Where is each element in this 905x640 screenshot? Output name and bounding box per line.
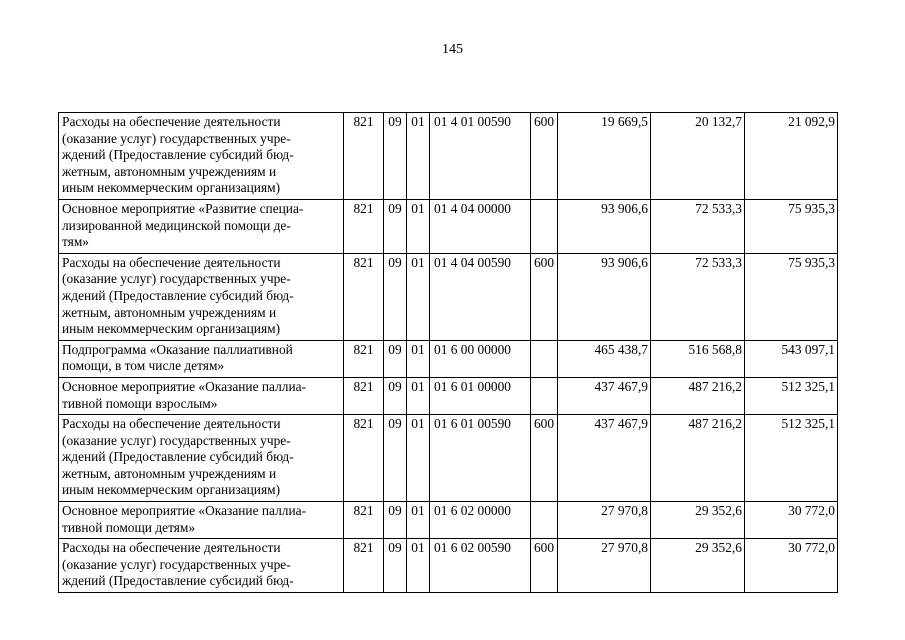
- target-article-cell: 01 6 00 00000: [430, 340, 531, 377]
- table-row: [59, 377, 838, 414]
- item-name-line: (оказание услуг) государственных учре-: [62, 130, 291, 146]
- expense-type-cell: 600: [531, 253, 558, 340]
- amount-year1-cell: 93 906,6: [558, 199, 651, 253]
- item-name-cell: [59, 377, 344, 414]
- target-article-cell: 01 4 01 00590: [430, 113, 531, 200]
- item-name-cell: [59, 415, 344, 502]
- section-cell: 09: [384, 199, 407, 253]
- section-cell: 09: [384, 113, 407, 200]
- item-name-line: Расходы на обеспечение деятельности: [62, 416, 281, 432]
- amount-year1-cell: 27 970,8: [558, 502, 651, 539]
- item-name-cell: [59, 199, 344, 253]
- table-row: [59, 539, 838, 593]
- item-name-line: Основное мероприятие «Оказание паллиа-: [62, 503, 307, 519]
- grbs-cell: 821: [344, 113, 384, 200]
- subsection-cell: 01: [407, 502, 430, 539]
- item-name-line: ждений (Предоставление субсидий бюд-: [62, 573, 294, 589]
- item-name-line: ждений (Предоставление субсидий бюд-: [62, 147, 294, 163]
- item-name-line: (оказание услуг) государственных учре-: [62, 432, 291, 448]
- amount-year1-cell: 93 906,6: [558, 253, 651, 340]
- item-name-line: жетным, автономным учреждениям и: [62, 163, 277, 179]
- section-cell: 09: [384, 539, 407, 593]
- amount-year2-cell: 487 216,2: [651, 377, 745, 414]
- item-name-cell: [59, 113, 344, 200]
- subsection-cell: 01: [407, 377, 430, 414]
- item-name-line: (оказание услуг) государственных учре-: [62, 271, 291, 287]
- item-name-line: тивной помощи взрослым»: [62, 395, 218, 411]
- amount-year3-cell: 512 325,1: [745, 415, 838, 502]
- grbs-cell: 821: [344, 502, 384, 539]
- grbs-cell: 821: [344, 199, 384, 253]
- item-name-cell: [59, 539, 344, 593]
- table-row: [59, 199, 838, 253]
- item-name-line: лизированной медицинской помощи де-: [62, 217, 291, 233]
- subsection-cell: 01: [407, 340, 430, 377]
- table-row: [59, 340, 838, 377]
- item-name-line: Подпрограмма «Оказание паллиативной: [62, 341, 293, 357]
- item-name-line: иным некоммерческим организациям): [62, 482, 281, 498]
- expense-type-cell: [531, 340, 558, 377]
- item-name-line: жетным, автономным учреждениям и: [62, 465, 277, 481]
- amount-year2-cell: 72 533,3: [651, 253, 745, 340]
- expense-type-cell: 600: [531, 415, 558, 502]
- subsection-cell: 01: [407, 253, 430, 340]
- target-article-cell: 01 6 01 00590: [430, 415, 531, 502]
- target-article-cell: 01 6 02 00590: [430, 539, 531, 593]
- grbs-cell: 821: [344, 377, 384, 414]
- amount-year1-cell: 27 970,8: [558, 539, 651, 593]
- grbs-cell: 821: [344, 539, 384, 593]
- subsection-cell: 01: [407, 199, 430, 253]
- amount-year2-cell: 487 216,2: [651, 415, 745, 502]
- section-cell: 09: [384, 377, 407, 414]
- item-name-line: жетным, автономным учреждениям и: [62, 304, 277, 320]
- target-article-cell: 01 6 02 00000: [430, 502, 531, 539]
- grbs-cell: 821: [344, 253, 384, 340]
- amount-year1-cell: 437 467,9: [558, 377, 651, 414]
- item-name-line: тивной помощи детям»: [62, 519, 196, 535]
- item-name-line: ждений (Предоставление субсидий бюд-: [62, 287, 294, 303]
- item-name-cell: [59, 253, 344, 340]
- subsection-cell: 01: [407, 113, 430, 200]
- item-name-line: тям»: [62, 234, 90, 250]
- amount-year2-cell: 20 132,7: [651, 113, 745, 200]
- section-cell: 09: [384, 340, 407, 377]
- section-cell: 09: [384, 415, 407, 502]
- amount-year3-cell: 30 772,0: [745, 539, 838, 593]
- table-row: [59, 502, 838, 539]
- table-row: [59, 253, 838, 340]
- amount-year3-cell: 75 935,3: [745, 199, 838, 253]
- expense-type-cell: [531, 377, 558, 414]
- item-name-line: Расходы на обеспечение деятельности: [62, 254, 281, 270]
- item-name-line: (оказание услуг) государственных учре-: [62, 556, 291, 572]
- amount-year3-cell: 543 097,1: [745, 340, 838, 377]
- amount-year2-cell: 72 533,3: [651, 199, 745, 253]
- amount-year3-cell: 21 092,9: [745, 113, 838, 200]
- subsection-cell: 01: [407, 539, 430, 593]
- amount-year1-cell: 19 669,5: [558, 113, 651, 200]
- grbs-cell: 821: [344, 340, 384, 377]
- item-name-cell: [59, 502, 344, 539]
- item-name-line: Расходы на обеспечение деятельности: [62, 540, 281, 556]
- item-name-line: иным некоммерческим организациям): [62, 180, 281, 196]
- table-row: [59, 415, 838, 502]
- item-name-line: ждений (Предоставление субсидий бюд-: [62, 449, 294, 465]
- expense-type-cell: 600: [531, 113, 558, 200]
- target-article-cell: 01 4 04 00590: [430, 253, 531, 340]
- amount-year2-cell: 516 568,8: [651, 340, 745, 377]
- amount-year2-cell: 29 352,6: [651, 502, 745, 539]
- target-article-cell: 01 4 04 00000: [430, 199, 531, 253]
- expense-type-cell: [531, 199, 558, 253]
- amount-year3-cell: 30 772,0: [745, 502, 838, 539]
- amount-year1-cell: 465 438,7: [558, 340, 651, 377]
- amount-year1-cell: 437 467,9: [558, 415, 651, 502]
- target-article-cell: 01 6 01 00000: [430, 377, 531, 414]
- expense-type-cell: [531, 502, 558, 539]
- amount-year3-cell: 75 935,3: [745, 253, 838, 340]
- amount-year2-cell: 29 352,6: [651, 539, 745, 593]
- item-name-line: помощи, в том числе детям»: [62, 358, 225, 374]
- table-body: [59, 113, 838, 593]
- item-name-line: иным некоммерческим организациям): [62, 321, 281, 337]
- item-name-line: Основное мероприятие «Развитие специа-: [62, 200, 304, 216]
- item-name-line: Расходы на обеспечение деятельности: [62, 114, 281, 129]
- section-cell: 09: [384, 253, 407, 340]
- item-name-cell: [59, 340, 344, 377]
- table-row: [59, 113, 838, 200]
- expense-type-cell: 600: [531, 539, 558, 593]
- amount-year3-cell: 512 325,1: [745, 377, 838, 414]
- item-name-line: Основное мероприятие «Оказание паллиа-: [62, 378, 307, 394]
- page-number: 145: [442, 42, 463, 57]
- subsection-cell: 01: [407, 415, 430, 502]
- budget-table: [58, 112, 838, 593]
- grbs-cell: 821: [344, 415, 384, 502]
- section-cell: 09: [384, 502, 407, 539]
